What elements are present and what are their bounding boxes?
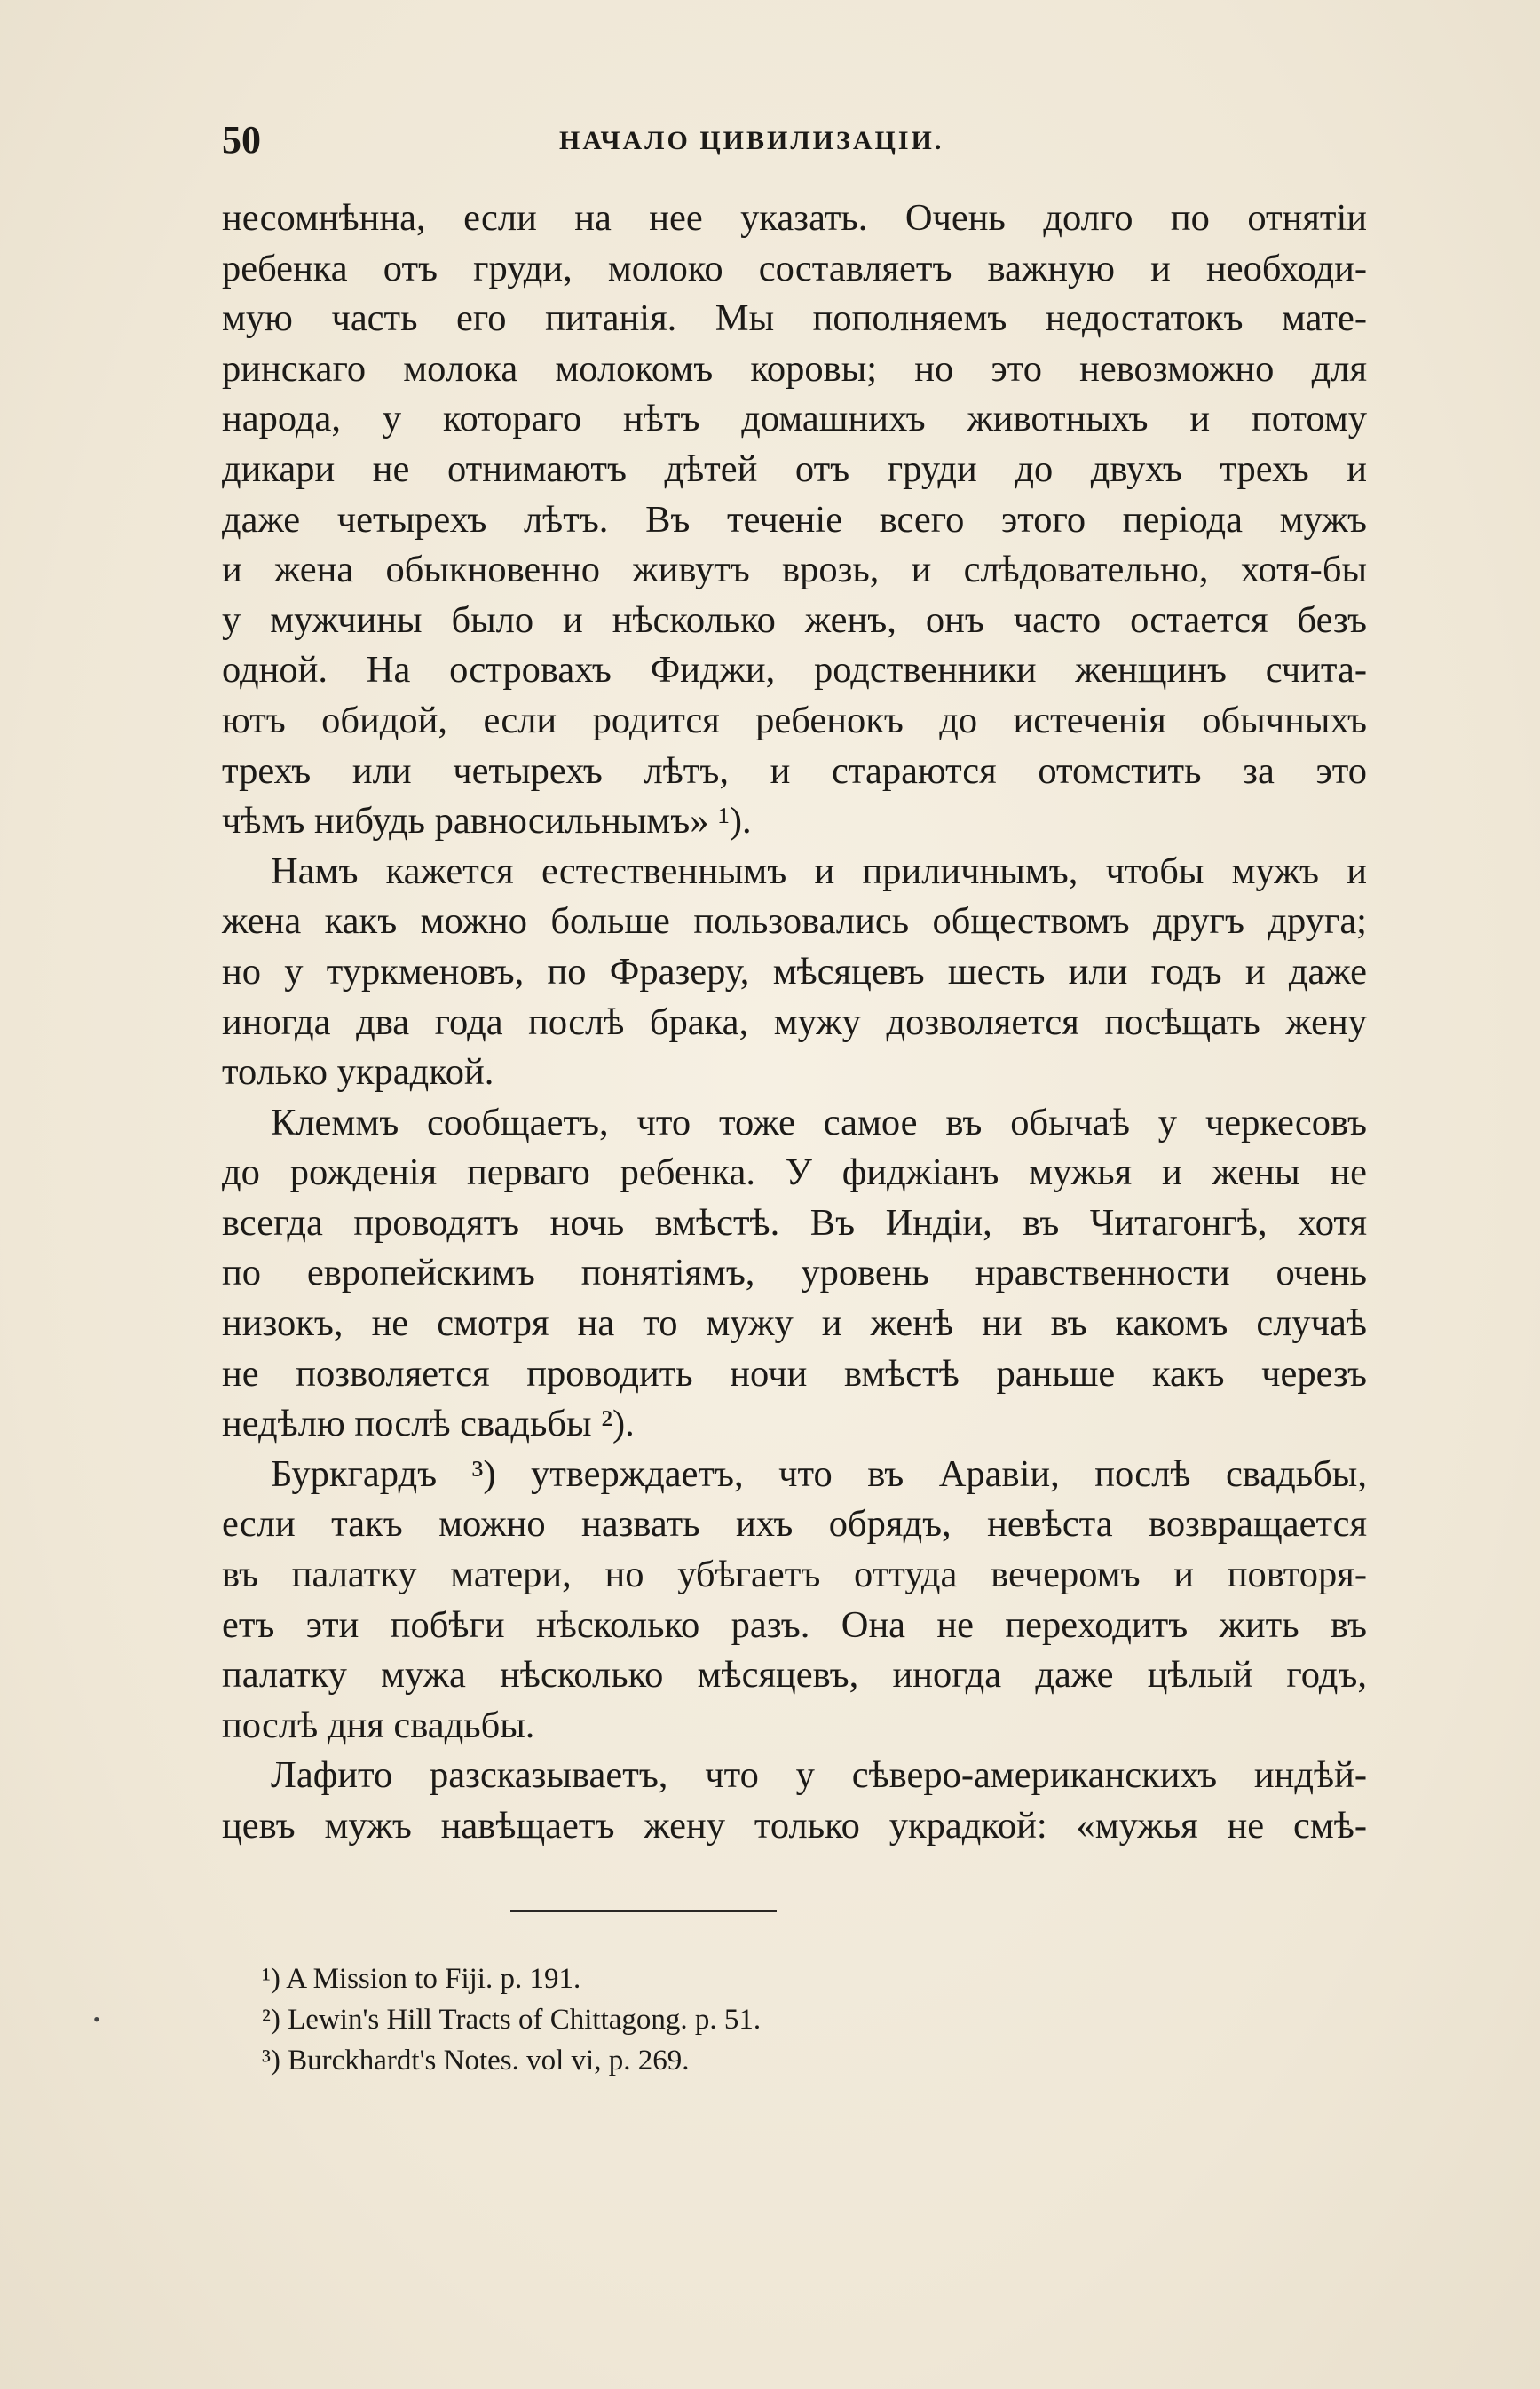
text-line: цевъ мужъ навѣщаетъ жену только украдкой: «мужья не смѣ- — [222, 1805, 1367, 1847]
text-line: если такъ можно назвать ихъ обрядъ, невѣста возвращается — [222, 1503, 1367, 1546]
text-line: всегда проводятъ ночь вмѣстѣ. Въ Индіи, въ Читагонгѣ, хотя — [222, 1201, 1367, 1244]
page-header — [222, 114, 1376, 167]
text-line: до рожденія перваго ребенка. У фиджіанъ мужья и жены не — [222, 1151, 1367, 1194]
text-line: одной. На островахъ Фиджи, родственники женщинъ счита- — [222, 649, 1367, 692]
footnote: ²) Lewin's Hill Tracts of Chittagong. p. 51. — [262, 2004, 762, 2036]
page-number: 50 — [222, 118, 261, 162]
ink-speck: • — [93, 2008, 100, 2030]
text-line: у мужчины было и нѣсколько женъ, онъ часто остается безъ — [222, 598, 1367, 641]
text-line: недѣлю послѣ свадьбы ²). — [222, 1403, 635, 1445]
text-line: послѣ дня свадьбы. — [222, 1704, 535, 1746]
footnotes — [262, 1958, 1061, 2081]
text-line: ютъ обидой, если родится ребенокъ до истеченія обычныхъ — [222, 699, 1367, 741]
text-line: не позволяется проводить ночи вмѣстѣ раньше какъ черезъ — [222, 1352, 1367, 1395]
footnote-separator — [510, 1910, 777, 1912]
paragraph-start-line: Клеммъ сообщаетъ, что тоже самое въ обычаѣ у черкесовъ — [271, 1101, 1367, 1143]
body-text — [222, 194, 1367, 1852]
text-line: низокъ, не смотря на то мужу и женѣ ни въ какомъ случаѣ — [222, 1302, 1367, 1345]
text-line: иногда два года послѣ брака, мужу дозволяется посѣщать жену — [222, 1001, 1367, 1043]
text-line: жена какъ можно больше пользовались обществомъ другъ друга; — [222, 900, 1367, 943]
text-line: несомнѣнна, если на нее указать. Очень долго по отнятіи — [222, 197, 1367, 239]
footnote: ³) Burckhardt's Notes. vol vi, p. 269. — [262, 2045, 690, 2077]
text-line: чѣмъ нибудь равносильнымъ» ¹). — [222, 800, 752, 842]
text-line: дикари не отнимаютъ дѣтей отъ груди до двухъ трехъ и — [222, 447, 1367, 490]
text-line: по европейскимъ понятіямъ, уровень нравственности очень — [222, 1252, 1367, 1294]
text-line: только украдкой. — [222, 1051, 494, 1094]
text-line: етъ эти побѣги нѣсколько разъ. Она не переходитъ жить въ — [222, 1603, 1367, 1646]
text-line: даже четырехъ лѣтъ. Въ теченіе всего этого періода мужъ — [222, 498, 1367, 541]
paragraph-start-line: Буркгардъ ³) утверждаетъ, что въ Аравіи, послѣ свадьбы, — [271, 1452, 1367, 1495]
text-line: ребенка отъ груди, молоко составляетъ важную и необходи- — [222, 247, 1367, 289]
text-line: трехъ или четырехъ лѣтъ, и стараются отомстить за это — [222, 749, 1367, 792]
paragraph-start-line: Намъ кажется естественнымъ и приличнымъ, чтобы мужъ и — [271, 850, 1367, 892]
text-line: народа, у котораго нѣтъ домашнихъ животныхъ и потому — [222, 398, 1367, 440]
text-line: мую часть его питанія. Мы пополняемъ недостатокъ мате- — [222, 297, 1367, 340]
running-title: НАЧАЛО ЦИВИЛИЗАЦІИ. — [559, 126, 944, 155]
text-line: и жена обыкновенно живутъ врозь, и слѣдовательно, хотя-бы — [222, 549, 1367, 591]
text-line: но у туркменовъ, по Фразеру, мѣсяцевъ шесть или годъ и даже — [222, 950, 1367, 993]
footnote: ¹) A Mission to Fiji. p. 191. — [262, 1963, 581, 1995]
paragraph-start-line: Лафито разсказываетъ, что у сѣверо-американскихъ индѣй- — [271, 1754, 1367, 1797]
text-line: въ палатку матери, но убѣгаетъ оттуда вечеромъ и повторя- — [222, 1554, 1367, 1596]
text-line: ринскаго молока молокомъ коровы; но это невозможно для — [222, 347, 1367, 390]
text-line: палатку мужа нѣсколько мѣсяцевъ, иногда даже цѣлый годъ, — [222, 1654, 1367, 1697]
